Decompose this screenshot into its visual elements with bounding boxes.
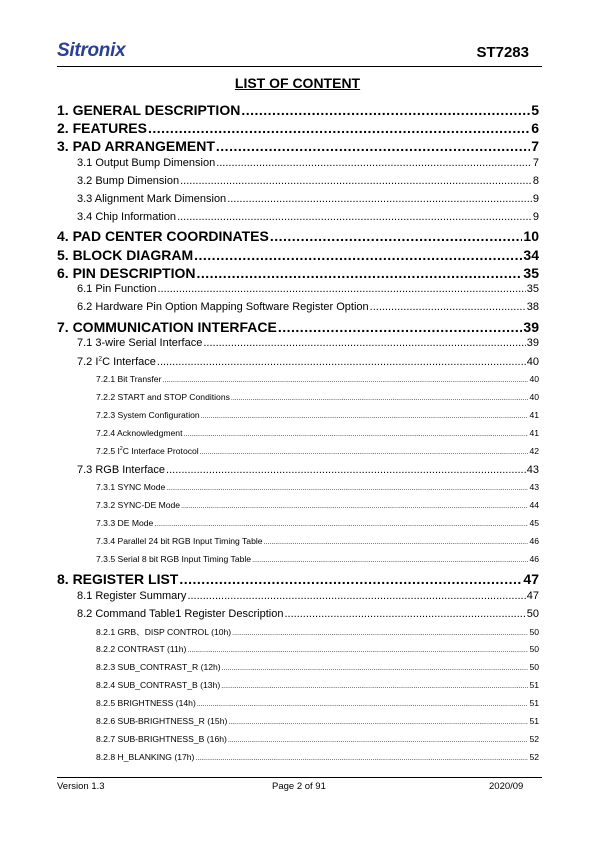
toc-entry-page: 47 <box>526 590 539 602</box>
dot-leader <box>148 120 530 136</box>
toc-entry-label: 3. PAD ARRANGEMENT <box>57 138 215 154</box>
toc-entry-label-part: C Interface <box>102 356 156 368</box>
toc-entry-label: 7.3.2 SYNC-DE Mode <box>96 500 181 510</box>
toc-entry-page: 7 <box>531 138 539 154</box>
dot-leader <box>201 413 529 420</box>
toc-entry-page: 50 <box>529 627 539 637</box>
sitronix-logo: Sitronix <box>57 40 126 61</box>
dot-leader <box>216 138 530 154</box>
toc-entry[interactable] <box>77 211 539 223</box>
toc-entry-label: 8.2.1 GRB、DISP CONTROL (10h) <box>96 627 232 637</box>
dot-leader <box>162 377 528 384</box>
toc-entry-page: 38 <box>526 301 539 313</box>
toc-entry-page: 9 <box>532 193 539 205</box>
toc-entry[interactable] <box>96 662 539 672</box>
toc-entry-page: 51 <box>529 716 539 726</box>
dot-leader <box>252 557 528 564</box>
toc-entry[interactable] <box>77 356 539 368</box>
toc-entry[interactable] <box>57 228 539 244</box>
toc-entry[interactable] <box>96 410 539 420</box>
toc-entry-page: 46 <box>529 536 539 546</box>
toc-entry-page: 46 <box>529 554 539 564</box>
toc-entry-page: 50 <box>529 644 539 654</box>
toc-entry-page: 51 <box>529 698 539 708</box>
toc-entry[interactable] <box>77 283 539 295</box>
toc-entry-label: 7.2.1 Bit Transfer <box>96 374 162 384</box>
toc-entry-label: 7.1 3-wire Serial Interface <box>77 337 203 349</box>
footer-page: Page 2 of 91 <box>272 781 326 792</box>
toc-entry-label: 3.3 Alignment Mark Dimension <box>77 193 227 205</box>
toc-entry-label-part: C Interface Protocol <box>122 446 199 456</box>
toc-entry[interactable] <box>57 247 539 263</box>
footer-date: 2020/09 <box>489 781 524 792</box>
toc-entry-label: 8.2.6 SUB-BRIGHTNESS_R (15h) <box>96 716 228 726</box>
superscript: 2 <box>119 446 123 453</box>
dot-leader <box>154 521 528 528</box>
toc-entry-label: 8.2.2 CONTRAST (11h) <box>96 644 187 654</box>
dot-leader <box>158 283 526 295</box>
toc-entry-label: 7.3.5 Serial 8 bit RGB Input Timing Table <box>96 554 252 564</box>
toc-entry-label: 8.2.8 H_BLANKING (17h) <box>96 752 195 762</box>
toc-entry[interactable] <box>77 464 539 476</box>
dot-leader <box>166 464 526 476</box>
toc-entry-page: 41 <box>529 410 539 420</box>
toc-entry-label: 7.3.4 Parallel 24 bit RGB Input Timing Table <box>96 536 263 546</box>
dot-leader <box>270 228 523 244</box>
toc-entry-page: 51 <box>529 680 539 690</box>
toc-entry-label: 7.2.4 Acknowledgment <box>96 428 183 438</box>
toc-entry[interactable] <box>96 644 539 654</box>
toc-entry[interactable] <box>77 157 539 169</box>
toc-entry-label: 1. GENERAL DESCRIPTION <box>57 102 241 118</box>
toc-entry-label: 3.2 Bump Dimension <box>77 175 180 187</box>
toc-entry-page: 9 <box>532 211 539 223</box>
dot-leader <box>221 683 528 690</box>
toc-entry[interactable] <box>96 554 539 564</box>
toc-entry-page: 43 <box>529 482 539 492</box>
toc-title: LIST OF CONTENT <box>234 75 361 91</box>
toc-entry[interactable] <box>77 301 539 313</box>
toc-entry[interactable] <box>96 752 539 762</box>
toc-entry-page: 35 <box>526 283 539 295</box>
toc-entry-label: 3.1 Output Bump Dimension <box>77 157 216 169</box>
dot-leader <box>203 337 525 349</box>
dot-leader <box>166 485 528 492</box>
footer-rule <box>57 777 542 778</box>
toc-entry-label: 8.2.4 SUB_CONTRAST_B (13h) <box>96 680 221 690</box>
dot-leader <box>278 319 523 335</box>
dot-leader <box>196 265 522 281</box>
dot-leader <box>264 539 529 546</box>
toc-entry-label: 7.3.3 DE Mode <box>96 518 154 528</box>
toc-entry-label: 8.1 Register Summary <box>77 590 187 602</box>
toc-entry-page: 40 <box>526 356 539 368</box>
toc-entry-label: 7. COMMUNICATION INTERFACE <box>57 319 277 335</box>
toc-entry-label-part: 7.2 I <box>77 356 99 368</box>
toc-entry[interactable] <box>96 518 539 528</box>
dot-leader <box>181 503 528 510</box>
footer-version: Version 1.3 <box>57 781 105 792</box>
toc-entry-page: 39 <box>523 319 539 335</box>
toc-entry-page: 52 <box>529 734 539 744</box>
dot-leader <box>228 719 528 726</box>
dot-leader <box>228 737 529 744</box>
toc-entry[interactable] <box>96 374 539 384</box>
toc-entry-page: 34 <box>523 247 539 263</box>
toc-entry-page: 41 <box>529 428 539 438</box>
toc-entry-label: 7.3.1 SYNC Mode <box>96 482 166 492</box>
model-number: ST7283 <box>476 44 529 61</box>
toc-entry[interactable] <box>96 680 539 690</box>
dot-leader <box>216 157 532 169</box>
toc-entry[interactable] <box>96 536 539 546</box>
dot-leader <box>195 755 528 762</box>
toc-entry-page: 50 <box>529 662 539 672</box>
toc-entry[interactable] <box>96 716 539 726</box>
toc-entry[interactable] <box>57 102 539 118</box>
toc-entry-page: 44 <box>529 500 539 510</box>
dot-leader <box>231 395 529 402</box>
toc-entry-label <box>77 356 156 368</box>
toc-entry-page: 35 <box>523 265 539 281</box>
toc-entry[interactable] <box>77 193 539 205</box>
toc-entry-label: 7.2.3 System Configuration <box>96 410 200 420</box>
toc-entry-page: 47 <box>523 571 539 587</box>
toc-entry-label: 6. PIN DESCRIPTION <box>57 265 196 281</box>
toc-entry-label: 4. PAD CENTER COORDINATES <box>57 228 269 244</box>
toc-entry[interactable] <box>77 337 539 349</box>
toc-entry-page: 50 <box>526 608 539 620</box>
header-rule <box>57 66 542 67</box>
toc-entry-label: 5. BLOCK DIAGRAM <box>57 247 194 263</box>
toc-entry-page: 40 <box>529 392 539 402</box>
dot-leader <box>284 608 525 620</box>
dot-leader <box>177 211 532 223</box>
superscript: 2 <box>98 355 103 363</box>
toc-entry[interactable] <box>96 734 539 744</box>
dot-leader <box>194 247 522 263</box>
dot-leader <box>180 175 532 187</box>
dot-leader <box>232 630 528 637</box>
toc-entry-page: 45 <box>529 518 539 528</box>
dot-leader <box>157 356 526 368</box>
toc-entry[interactable] <box>96 392 539 402</box>
dot-leader <box>227 193 532 205</box>
toc-entry-page: 5 <box>531 102 539 118</box>
toc-entry[interactable] <box>77 175 539 187</box>
toc-entry-label: 6.1 Pin Function <box>77 283 157 295</box>
toc-entry[interactable] <box>57 571 539 587</box>
toc-entry-label: 7.2.2 START and STOP Conditions <box>96 392 230 402</box>
dot-leader <box>197 701 529 708</box>
toc-entry[interactable] <box>57 120 539 136</box>
dot-leader <box>222 665 529 672</box>
toc-entry[interactable] <box>57 138 539 154</box>
toc-entry-label-part: 7.2.5 I <box>96 446 120 456</box>
toc-entry-label: 8. REGISTER LIST <box>57 571 179 587</box>
dot-leader <box>183 431 528 438</box>
toc-entry[interactable] <box>77 608 539 620</box>
toc-entry[interactable] <box>96 500 539 510</box>
toc-entry[interactable] <box>77 590 539 602</box>
toc-entry[interactable] <box>96 482 539 492</box>
toc-entry-page: 42 <box>529 446 539 456</box>
toc-entry-label: 8.2 Command Table1 Register Description <box>77 608 284 620</box>
toc-entry-page: 39 <box>526 337 539 349</box>
toc-entry-page: 6 <box>531 120 539 136</box>
dot-leader <box>241 102 530 118</box>
toc-entry[interactable] <box>57 319 539 335</box>
dot-leader <box>187 590 525 602</box>
toc-entry-page: 40 <box>529 374 539 384</box>
dot-leader <box>179 571 522 587</box>
toc-entry-label: 8.2.5 BRIGHTNESS (14h) <box>96 698 196 708</box>
toc-entry-label: 8.2.3 SUB_CONTRAST_R (12h) <box>96 662 221 672</box>
toc-entry-page: 8 <box>532 175 539 187</box>
toc-entry[interactable] <box>96 698 539 708</box>
toc-entry-page: 52 <box>529 752 539 762</box>
toc-entry-label: 2. FEATURES <box>57 120 147 136</box>
toc-entry-page: 10 <box>523 228 539 244</box>
toc-entry-label: 7.3 RGB Interface <box>77 464 166 476</box>
toc-entry-label: 3.4 Chip Information <box>77 211 177 223</box>
toc-entry[interactable] <box>57 265 539 281</box>
toc-entry-label <box>96 446 199 456</box>
toc-entry[interactable] <box>96 428 539 438</box>
dot-leader <box>370 301 526 313</box>
toc-entry-label: 8.2.7 SUB-BRIGHTNESS_B (16h) <box>96 734 227 744</box>
dot-leader <box>187 647 528 654</box>
toc-entry-page: 7 <box>532 157 539 169</box>
toc-entry-page: 43 <box>526 464 539 476</box>
toc-entry[interactable] <box>96 446 539 456</box>
dot-leader <box>200 449 529 456</box>
toc-entry-label: 6.2 Hardware Pin Option Mapping Software Register Option <box>77 301 369 313</box>
toc-entry[interactable] <box>96 626 539 638</box>
